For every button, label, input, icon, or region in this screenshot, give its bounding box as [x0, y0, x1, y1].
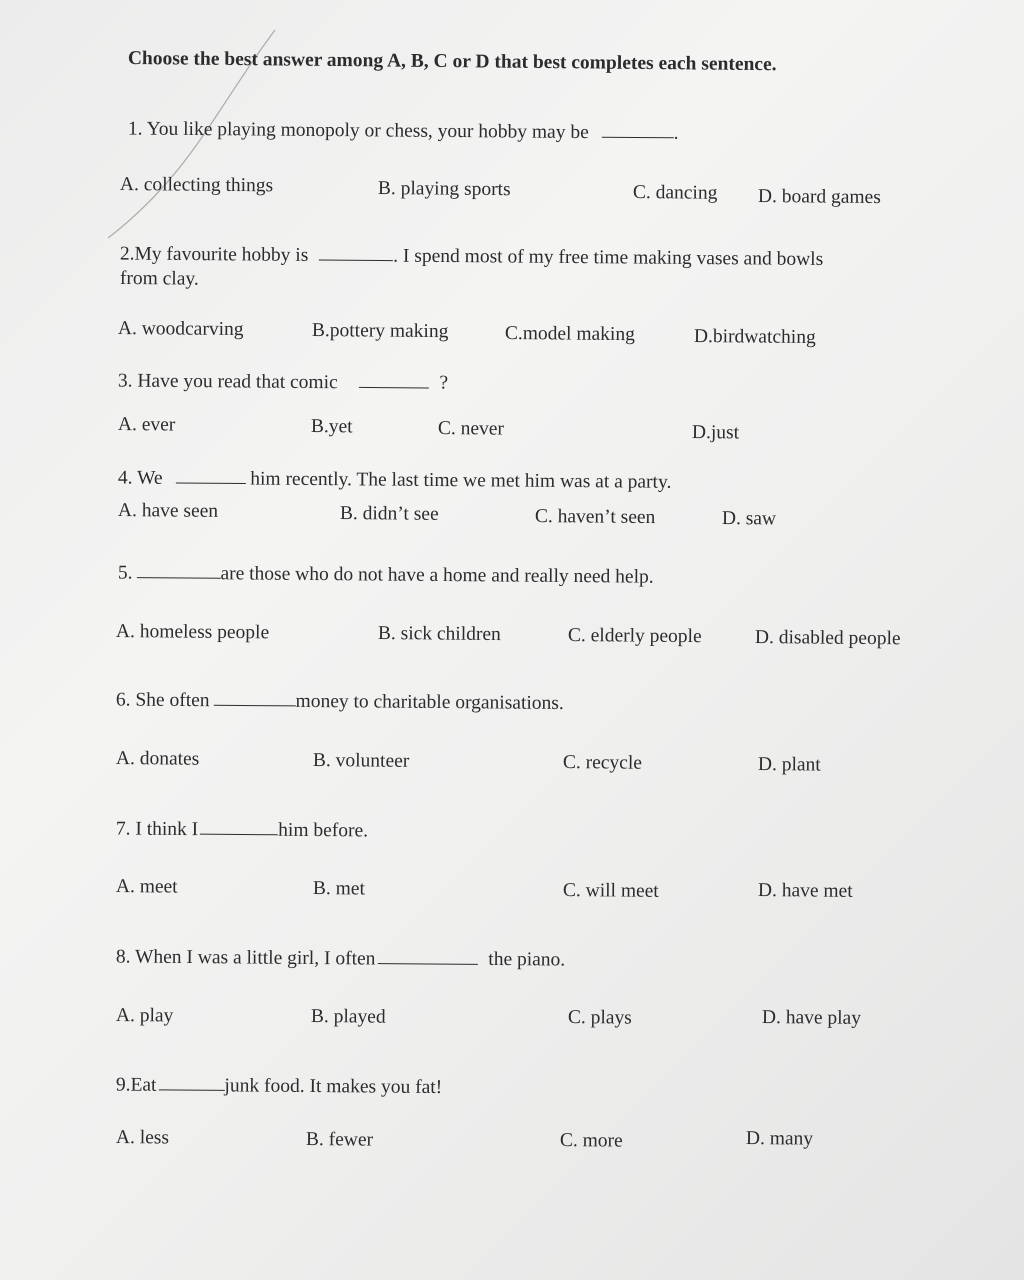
question-4-text: 4. We — [117, 467, 163, 489]
q3-option-b[interactable]: B.yet — [310, 416, 353, 438]
question-3 — [118, 365, 448, 395]
q4-option-a[interactable]: A. have seen — [117, 500, 219, 522]
q7-option-a[interactable]: A. meet — [115, 876, 178, 898]
q3-option-d[interactable]: D.just — [691, 422, 740, 444]
q2-option-b[interactable]: B.pottery making — [311, 320, 449, 343]
q9-option-c[interactable]: C. more — [559, 1130, 623, 1152]
q6-option-d[interactable]: D. plant — [757, 754, 821, 776]
answer-blank-1[interactable] — [602, 117, 674, 139]
q1-option-a[interactable]: A. collecting things — [119, 174, 274, 197]
q9-option-d[interactable]: D. many — [745, 1128, 814, 1150]
q2-option-d[interactable]: D.birdwatching — [693, 326, 816, 349]
question-8-end: the piano. — [488, 949, 566, 971]
question-5 — [118, 557, 654, 589]
q1-option-d[interactable]: D. board games — [757, 186, 881, 209]
question-5-text: 5. — [117, 562, 133, 584]
question-8 — [116, 941, 566, 972]
q3-option-c[interactable]: C. never — [437, 418, 505, 440]
q6-option-c[interactable]: C. recycle — [562, 752, 643, 774]
q8-option-c[interactable]: C. plays — [567, 1007, 632, 1029]
question-3-text: 3. Have you read that comic — [117, 370, 338, 394]
q9-option-b[interactable]: B. fewer — [305, 1129, 374, 1151]
question-4 — [118, 462, 672, 494]
q7-option-b[interactable]: B. met — [312, 878, 365, 900]
q5-option-b[interactable]: B. sick children — [377, 623, 501, 646]
question-2-line2: from clay. — [119, 268, 199, 290]
q1-option-b[interactable]: B. playing sports — [377, 178, 511, 201]
answer-blank-5[interactable] — [136, 557, 220, 579]
question-6 — [116, 684, 564, 715]
q5-option-c[interactable]: C. elderly people — [567, 625, 702, 648]
answer-blank-6[interactable] — [214, 685, 296, 707]
q5-option-d[interactable]: D. disabled people — [754, 627, 901, 650]
q1-option-c[interactable]: C. dancing — [632, 182, 718, 204]
question-2-end: . I spend most of my free time making vases and bowls — [393, 245, 824, 270]
question-9-text: 9.Eat — [115, 1074, 157, 1096]
question-6-end: money to charitable organisations. — [295, 690, 564, 714]
question-2 — [120, 238, 824, 271]
answer-blank-2[interactable] — [319, 240, 393, 262]
question-9 — [116, 1069, 443, 1099]
q8-option-b[interactable]: B. played — [310, 1006, 386, 1028]
q2-option-c[interactable]: C.model making — [504, 323, 635, 346]
q9-option-a[interactable]: A. less — [115, 1127, 170, 1149]
q7-option-d[interactable]: D. have met — [757, 880, 853, 902]
question-7 — [116, 813, 368, 842]
question-4-end: him recently. The last time we met him was at a party. — [250, 468, 672, 493]
question-5-end: are those who do not have a home and really need help. — [220, 563, 654, 588]
question-7-text: 7. I think I — [115, 818, 199, 841]
question-6-text: 6. She often — [115, 689, 210, 712]
question-1 — [128, 113, 679, 145]
answer-blank-8[interactable] — [377, 943, 477, 965]
answer-blank-7[interactable] — [200, 814, 278, 836]
q8-option-d[interactable]: D. have play — [761, 1007, 862, 1029]
question-1-text: 1. You like playing monopoly or chess, your hobby may be — [127, 118, 589, 144]
q3-option-a[interactable]: A. ever — [117, 414, 176, 436]
instructions-heading: Choose the best answer among A, B, C or D that best completes each sentence. — [127, 48, 777, 76]
question-1-end: . — [673, 122, 679, 144]
q2-option-a[interactable]: A. woodcarving — [117, 318, 244, 341]
q4-option-c[interactable]: C. haven’t seen — [534, 506, 656, 529]
question-2-text: 2.My favourite hobby is — [119, 243, 309, 266]
q6-option-a[interactable]: A. donates — [115, 748, 200, 770]
answer-blank-9[interactable] — [158, 1069, 224, 1091]
q5-option-a[interactable]: A. homeless people — [115, 621, 270, 644]
question-7-end: him before. — [278, 819, 369, 842]
q6-option-b[interactable]: B. volunteer — [312, 750, 410, 772]
q8-option-a[interactable]: A. play — [115, 1005, 174, 1027]
question-9-end: junk food. It makes you fat! — [224, 1075, 443, 1099]
q7-option-c[interactable]: C. will meet — [562, 880, 659, 902]
answer-blank-4[interactable] — [175, 462, 245, 484]
q4-option-d[interactable]: D. saw — [721, 508, 777, 530]
question-3-end: ? — [439, 372, 449, 395]
q4-option-b[interactable]: B. didn’t see — [339, 503, 439, 525]
question-8-text: 8. When I was a little girl, I often — [115, 946, 376, 970]
answer-blank-3[interactable] — [359, 367, 429, 389]
